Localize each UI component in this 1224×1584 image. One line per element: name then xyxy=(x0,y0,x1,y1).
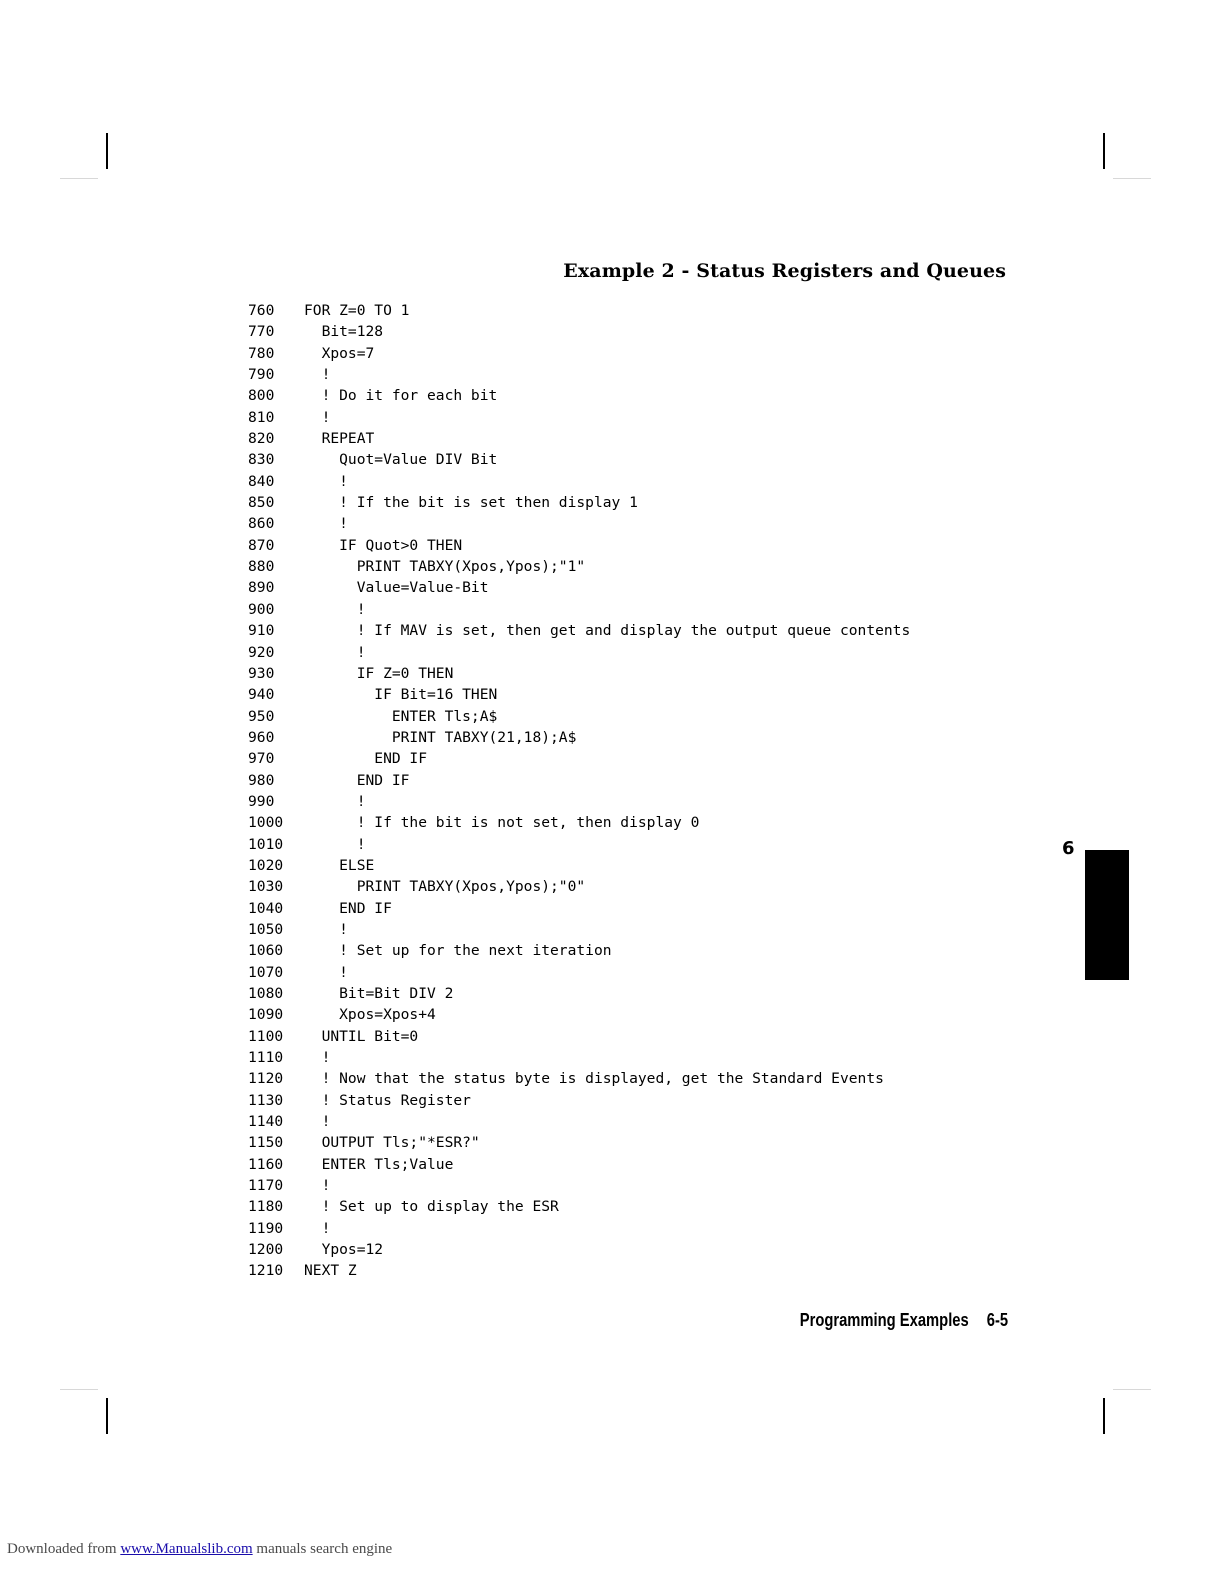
line-number: 910 xyxy=(248,622,275,640)
crop-mark-top-left xyxy=(106,133,108,169)
code-line xyxy=(248,834,910,855)
code-text: ! Set up to display the ESR xyxy=(304,1198,559,1216)
crop-mark-bottom-left xyxy=(106,1398,108,1434)
line-number: 840 xyxy=(248,472,275,490)
code-text: Bit=Bit DIV 2 xyxy=(304,985,454,1002)
crop-mark-bottom-right xyxy=(1103,1398,1105,1434)
code-text: ! xyxy=(304,835,366,853)
download-note-prefix: Downloaded from xyxy=(7,1541,117,1557)
code-line xyxy=(248,620,910,641)
line-number: 880 xyxy=(248,558,275,576)
code-line xyxy=(248,364,910,385)
code-line xyxy=(248,428,910,449)
code-text: IF Quot>0 THEN xyxy=(304,536,463,554)
line-number: 900 xyxy=(248,600,275,618)
crop-mark-top-right xyxy=(1103,133,1105,169)
code-text: Bit=128 xyxy=(304,323,384,341)
code-text: ! xyxy=(304,366,331,384)
crop-mark-top-left-rule xyxy=(60,178,98,179)
code-line xyxy=(248,642,910,663)
line-number: 830 xyxy=(248,451,275,469)
footer-page-number: 6-5 xyxy=(986,1310,1008,1330)
line-number: 970 xyxy=(248,750,275,768)
line-number: 1160 xyxy=(248,1155,284,1173)
code-text: ! Do it for each bit xyxy=(304,387,498,405)
code-line xyxy=(248,748,910,769)
code-text: ENTER Tls;A$ xyxy=(304,707,498,725)
line-number: 1080 xyxy=(248,985,284,1002)
code-text: Value=Value-Bit xyxy=(304,579,489,597)
code-text: ! xyxy=(304,1113,331,1131)
chapter-tab-marker xyxy=(1085,850,1129,980)
line-number: 810 xyxy=(248,408,275,426)
code-line xyxy=(248,1111,910,1132)
code-text: Xpos=7 xyxy=(304,344,375,362)
line-number: 1190 xyxy=(248,1219,284,1237)
line-number: 1110 xyxy=(248,1049,284,1067)
code-line xyxy=(248,449,910,470)
code-text: END IF xyxy=(304,750,428,768)
line-number: 1150 xyxy=(248,1134,284,1152)
code-text: REPEAT xyxy=(304,430,375,448)
code-line xyxy=(248,1175,910,1196)
code-text: NEXT Z xyxy=(304,1262,357,1280)
code-text: UNTIL Bit=0 xyxy=(304,1027,419,1045)
line-number: 760 xyxy=(248,302,275,319)
code-text: IF Z=0 THEN xyxy=(304,664,454,682)
code-line xyxy=(248,684,910,705)
line-number: 920 xyxy=(248,643,275,661)
code-line xyxy=(248,1218,910,1239)
code-text: PRINT TABXY(Xpos,Ypos);"0" xyxy=(304,878,586,896)
code-line xyxy=(248,855,910,876)
crop-mark-top-right-rule xyxy=(1113,178,1151,179)
code-text: END IF xyxy=(304,899,392,917)
line-number: 990 xyxy=(248,792,275,810)
code-line xyxy=(248,1004,910,1025)
code-line xyxy=(248,770,910,791)
line-number: 1060 xyxy=(248,942,284,960)
line-number: 980 xyxy=(248,771,275,789)
line-number: 1100 xyxy=(248,1027,284,1045)
line-number: 1040 xyxy=(248,899,284,917)
code-text: ! If the bit is set then display 1 xyxy=(304,494,638,512)
code-text: PRINT TABXY(Xpos,Ypos);"1" xyxy=(304,558,586,576)
line-number: 820 xyxy=(248,430,275,448)
code-text: ! xyxy=(304,792,366,810)
code-line xyxy=(248,599,910,620)
code-line xyxy=(248,876,910,897)
code-text: ! xyxy=(304,408,331,426)
code-text: IF Bit=16 THEN xyxy=(304,686,498,704)
footer-chapter-name: Programming Examples xyxy=(799,1310,969,1330)
code-text: ! Set up for the next iteration xyxy=(304,942,612,960)
code-line xyxy=(248,513,910,534)
code-line xyxy=(248,1026,910,1047)
code-line xyxy=(248,812,910,833)
code-text: ! xyxy=(304,1049,331,1067)
code-line xyxy=(248,727,910,748)
code-text: Ypos=12 xyxy=(304,1241,384,1259)
crop-mark-bottom-right-rule xyxy=(1113,1389,1151,1390)
page-footer xyxy=(800,1310,1008,1331)
code-line xyxy=(248,1090,910,1111)
code-line xyxy=(248,385,910,406)
code-text: ! xyxy=(304,600,366,618)
line-number: 890 xyxy=(248,579,275,597)
line-number: 1020 xyxy=(248,856,284,874)
code-line xyxy=(248,791,910,812)
line-number: 1130 xyxy=(248,1091,284,1109)
code-text: ! xyxy=(304,920,348,938)
line-number: 1170 xyxy=(248,1177,284,1195)
code-line xyxy=(248,321,910,342)
download-note xyxy=(7,1541,392,1558)
code-text: ! xyxy=(304,643,366,661)
code-line xyxy=(248,556,910,577)
code-line xyxy=(248,940,910,961)
code-line xyxy=(248,1239,910,1260)
code-line xyxy=(248,535,910,556)
code-text: ! If MAV is set, then get and display the output queue contents xyxy=(304,622,911,640)
line-number: 800 xyxy=(248,387,275,405)
code-line xyxy=(248,962,910,983)
code-line xyxy=(248,407,910,428)
code-text: PRINT TABXY(21,18);A$ xyxy=(304,728,577,746)
line-number: 1120 xyxy=(248,1070,284,1088)
code-text: ! xyxy=(304,1219,331,1237)
line-number: 1010 xyxy=(248,835,284,853)
download-note-suffix: manuals search engine xyxy=(256,1541,393,1557)
code-line xyxy=(248,1132,910,1153)
line-number: 1030 xyxy=(248,878,284,896)
code-text: ! xyxy=(304,963,348,981)
line-number: 790 xyxy=(248,366,275,384)
line-number: 850 xyxy=(248,494,275,512)
code-line xyxy=(248,1047,910,1068)
crop-mark-bottom-left-rule xyxy=(60,1389,98,1390)
code-text: Xpos=Xpos+4 xyxy=(304,1006,436,1024)
line-number: 1050 xyxy=(248,920,284,938)
code-text: ELSE xyxy=(304,856,375,874)
code-text: ENTER Tls;Value xyxy=(304,1155,454,1173)
code-line xyxy=(248,471,910,492)
code-line xyxy=(248,577,910,598)
code-text: OUTPUT Tls;"*ESR?" xyxy=(304,1134,480,1152)
code-line xyxy=(248,1196,910,1217)
section-title: Example 2 - Status Registers and Queues xyxy=(563,260,1006,282)
chapter-number: 6 xyxy=(1062,838,1075,859)
code-text: END IF xyxy=(304,771,410,789)
line-number: 1210 xyxy=(248,1262,284,1280)
code-listing xyxy=(248,300,910,1282)
code-line xyxy=(248,919,910,940)
line-number: 1180 xyxy=(248,1198,284,1216)
line-number: 960 xyxy=(248,728,275,746)
code-line xyxy=(248,300,910,321)
line-number: 870 xyxy=(248,536,275,554)
line-number: 1000 xyxy=(248,814,284,832)
code-line xyxy=(248,983,910,1004)
code-text: ! If the bit is not set, then display 0 xyxy=(304,814,700,832)
code-line xyxy=(248,343,910,364)
code-text: ! xyxy=(304,1177,331,1195)
line-number: 1200 xyxy=(248,1241,284,1259)
code-text: ! Status Register xyxy=(304,1091,471,1109)
code-text: FOR Z=0 TO 1 xyxy=(304,302,410,319)
code-text: Quot=Value DIV Bit xyxy=(304,451,498,469)
line-number: 1140 xyxy=(248,1113,284,1131)
line-number: 940 xyxy=(248,686,275,704)
code-line xyxy=(248,1154,910,1175)
code-line xyxy=(248,1068,910,1089)
code-text: ! xyxy=(304,472,348,490)
code-text: ! Now that the status byte is displayed, get the Standard Events xyxy=(304,1070,884,1088)
line-number: 930 xyxy=(248,664,275,682)
line-number: 1070 xyxy=(248,963,284,981)
line-number: 860 xyxy=(248,515,275,533)
line-number: 950 xyxy=(248,707,275,725)
manualslib-link[interactable]: www.Manualslib.com xyxy=(120,1541,253,1557)
code-line xyxy=(248,706,910,727)
line-number: 1090 xyxy=(248,1006,284,1024)
code-text: ! xyxy=(304,515,348,533)
line-number: 770 xyxy=(248,323,275,341)
code-line xyxy=(248,1260,910,1281)
code-line xyxy=(248,492,910,513)
code-line xyxy=(248,663,910,684)
line-number: 780 xyxy=(248,344,275,362)
code-line xyxy=(248,898,910,919)
